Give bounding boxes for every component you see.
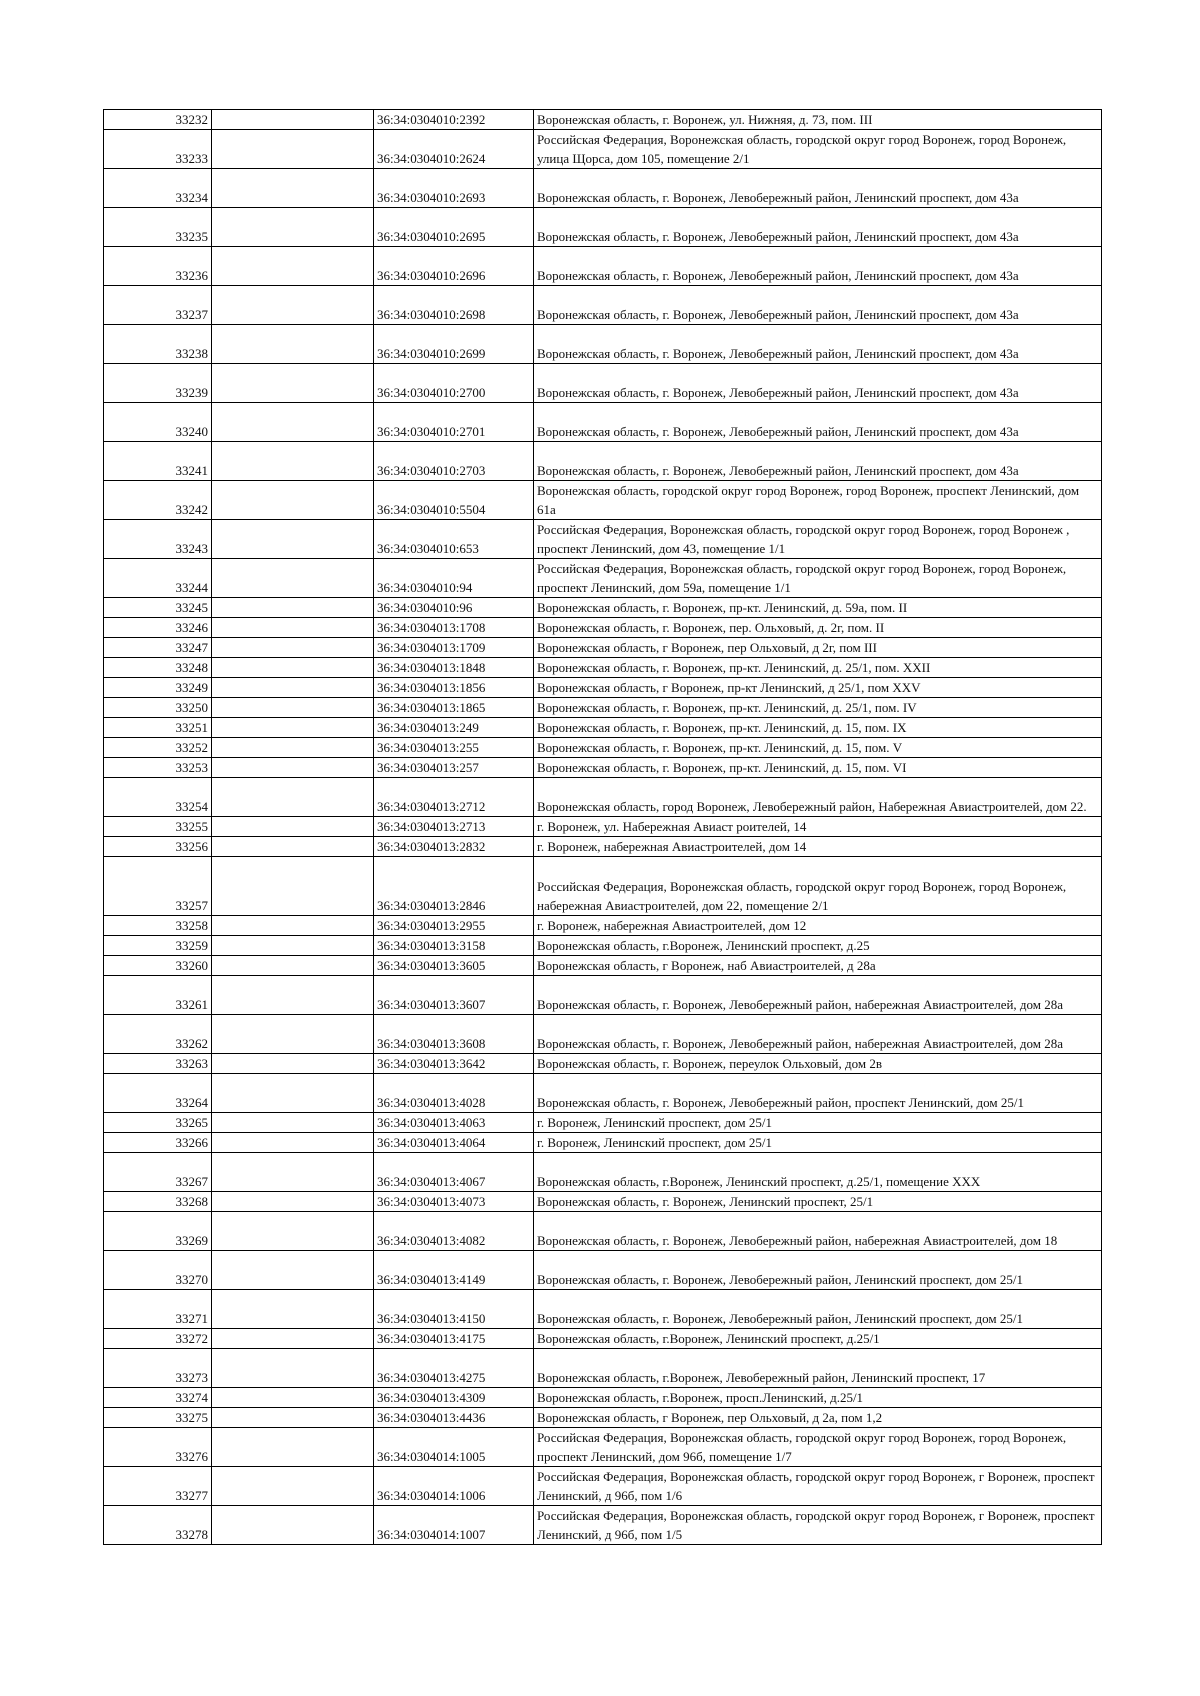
record-number-cell: 33252 [104, 738, 212, 758]
record-number-cell: 33249 [104, 678, 212, 698]
empty-cell [212, 857, 374, 916]
table-row [104, 1428, 1102, 1467]
cadastral-number-cell: 36:34:0304013:1856 [374, 678, 534, 698]
record-number-cell: 33254 [104, 778, 212, 817]
address-cell: Воронежская область, г. Воронеж, Левобережный район, набережная Авиастроителей, дом 28а [534, 1015, 1102, 1054]
empty-cell [212, 364, 374, 403]
record-number-cell: 33236 [104, 247, 212, 286]
record-number-cell: 33253 [104, 758, 212, 778]
cadastral-number-cell: 36:34:0304010:2703 [374, 442, 534, 481]
registry-table-body [104, 110, 1102, 1545]
cadastral-number-cell: 36:34:0304010:5504 [374, 481, 534, 520]
address-cell: Российская Федерация, Воронежская область, городской округ город Воронеж, город Воронеж, набережная Авиастроителей, дом 22, помещение 2/1 [534, 857, 1102, 916]
cadastral-number-cell: 36:34:0304013:4309 [374, 1388, 534, 1408]
cadastral-number-cell: 36:34:0304010:2624 [374, 130, 534, 169]
cadastral-number-cell: 36:34:0304013:2846 [374, 857, 534, 916]
table-row [104, 130, 1102, 169]
record-number-cell: 33248 [104, 658, 212, 678]
table-row [104, 618, 1102, 638]
cadastral-number-cell: 36:34:0304013:2955 [374, 916, 534, 936]
table-row [104, 678, 1102, 698]
table-row [104, 1133, 1102, 1153]
empty-cell [212, 247, 374, 286]
record-number-cell: 33251 [104, 718, 212, 738]
empty-cell [212, 442, 374, 481]
address-cell: Российская Федерация, Воронежская область, городской округ город Воронеж, город Воронеж , проспект Ленинский, дом 43, помещение 1/1 [534, 520, 1102, 559]
empty-cell [212, 325, 374, 364]
cadastral-number-cell: 36:34:0304010:2701 [374, 403, 534, 442]
address-cell: Воронежская область, г.Воронеж, Ленинский проспект, д.25 [534, 936, 1102, 956]
cadastral-number-cell: 36:34:0304010:2700 [374, 364, 534, 403]
record-number-cell: 33257 [104, 857, 212, 916]
cadastral-number-cell: 36:34:0304013:2713 [374, 817, 534, 837]
cadastral-number-cell: 36:34:0304010:2696 [374, 247, 534, 286]
record-number-cell: 33237 [104, 286, 212, 325]
address-cell: Воронежская область, г. Воронеж, пр-кт. Ленинский, д. 59а, пом. II [534, 598, 1102, 618]
address-cell: Воронежская область, г. Воронеж, Левобережный район, Ленинский проспект, дом 43а [534, 169, 1102, 208]
address-cell: Воронежская область, г. Воронеж, пр-кт. Ленинский, д. 25/1, пом. XXII [534, 658, 1102, 678]
record-number-cell: 33266 [104, 1133, 212, 1153]
property-registry-table [103, 109, 1102, 1545]
record-number-cell: 33272 [104, 1329, 212, 1349]
empty-cell [212, 698, 374, 718]
address-cell: Воронежская область, г. Воронеж, Левобережный район, Ленинский проспект, дом 25/1 [534, 1251, 1102, 1290]
record-number-cell: 33250 [104, 698, 212, 718]
record-number-cell: 33241 [104, 442, 212, 481]
table-row [104, 1074, 1102, 1113]
table-row [104, 976, 1102, 1015]
cadastral-number-cell: 36:34:0304013:4082 [374, 1212, 534, 1251]
cadastral-number-cell: 36:34:0304013:4275 [374, 1349, 534, 1388]
table-row [104, 1467, 1102, 1506]
record-number-cell: 33243 [104, 520, 212, 559]
record-number-cell: 33233 [104, 130, 212, 169]
address-cell: Воронежская область, г. Воронеж, Левобережный район, Ленинский проспект, дом 43а [534, 442, 1102, 481]
empty-cell [212, 817, 374, 837]
cadastral-number-cell: 36:34:0304013:1709 [374, 638, 534, 658]
empty-cell [212, 1467, 374, 1506]
cadastral-number-cell: 36:34:0304010:2695 [374, 208, 534, 247]
address-cell: Воронежская область, г. Воронеж, ул. Нижняя, д. 73, пом. III [534, 110, 1102, 130]
address-cell: Воронежская область, городской округ город Воронеж, город Воронеж, проспект Ленинский, дом 61а [534, 481, 1102, 520]
cadastral-number-cell: 36:34:0304013:3642 [374, 1054, 534, 1074]
empty-cell [212, 956, 374, 976]
empty-cell [212, 618, 374, 638]
record-number-cell: 33255 [104, 817, 212, 837]
empty-cell [212, 403, 374, 442]
table-row [104, 738, 1102, 758]
address-cell: Воронежская область, г.Воронеж, Ленинский проспект, д.25/1, помещение XXX [534, 1153, 1102, 1192]
empty-cell [212, 976, 374, 1015]
address-cell: Воронежская область, г. Воронеж, пр-кт. Ленинский, д. 15, пом. IX [534, 718, 1102, 738]
address-cell: Воронежская область, г. Воронеж, пер. Ольховый, д. 2г, пом. II [534, 618, 1102, 638]
cadastral-number-cell: 36:34:0304013:3608 [374, 1015, 534, 1054]
empty-cell [212, 1408, 374, 1428]
table-row [104, 1153, 1102, 1192]
cadastral-number-cell: 36:34:0304013:3605 [374, 956, 534, 976]
record-number-cell: 33260 [104, 956, 212, 976]
address-cell: Воронежская область, г. Воронеж, пр-кт. Ленинский, д. 15, пом. VI [534, 758, 1102, 778]
table-row [104, 110, 1102, 130]
table-row [104, 936, 1102, 956]
cadastral-number-cell: 36:34:0304013:1865 [374, 698, 534, 718]
table-row [104, 758, 1102, 778]
table-row [104, 1388, 1102, 1408]
record-number-cell: 33240 [104, 403, 212, 442]
empty-cell [212, 1054, 374, 1074]
record-number-cell: 33271 [104, 1290, 212, 1329]
cadastral-number-cell: 36:34:0304013:4063 [374, 1113, 534, 1133]
record-number-cell: 33234 [104, 169, 212, 208]
table-row [104, 1212, 1102, 1251]
table-row [104, 598, 1102, 618]
table-row [104, 1290, 1102, 1329]
address-cell: г. Воронеж, набережная Авиастроителей, дом 12 [534, 916, 1102, 936]
empty-cell [212, 1212, 374, 1251]
address-cell: Воронежская область, г Воронеж, пр-кт Ленинский, д 25/1, пом XXV [534, 678, 1102, 698]
cadastral-number-cell: 36:34:0304010:94 [374, 559, 534, 598]
table-row [104, 857, 1102, 916]
table-row [104, 1054, 1102, 1074]
address-cell: Воронежская область, г. Воронеж, Левобережный район, Ленинский проспект, дом 43а [534, 364, 1102, 403]
record-number-cell: 33265 [104, 1113, 212, 1133]
empty-cell [212, 598, 374, 618]
empty-cell [212, 1153, 374, 1192]
cadastral-number-cell: 36:34:0304014:1005 [374, 1428, 534, 1467]
address-cell: Воронежская область, г. Воронеж, переулок Ольховый, дом 2в [534, 1054, 1102, 1074]
table-row [104, 559, 1102, 598]
address-cell: Российская Федерация, Воронежская область, городской округ город Воронеж, город Воронеж, проспект Ленинский, дом 59а, помещение 1/1 [534, 559, 1102, 598]
address-cell: Воронежская область, г. Воронеж, пр-кт. Ленинский, д. 15, пом. V [534, 738, 1102, 758]
cadastral-number-cell: 36:34:0304013:1708 [374, 618, 534, 638]
empty-cell [212, 286, 374, 325]
record-number-cell: 33262 [104, 1015, 212, 1054]
record-number-cell: 33256 [104, 837, 212, 857]
record-number-cell: 33239 [104, 364, 212, 403]
address-cell: Российская Федерация, Воронежская область, городской округ город Воронеж, город Воронеж, проспект Ленинский, дом 96б, помещение 1/7 [534, 1428, 1102, 1467]
record-number-cell: 33267 [104, 1153, 212, 1192]
empty-cell [212, 130, 374, 169]
record-number-cell: 33263 [104, 1054, 212, 1074]
address-cell: Воронежская область, г. Воронеж, Ленинский проспект, 25/1 [534, 1192, 1102, 1212]
record-number-cell: 33275 [104, 1408, 212, 1428]
table-row [104, 778, 1102, 817]
address-cell: Воронежская область, г Воронеж, пер Ольховый, д 2г, пом III [534, 638, 1102, 658]
record-number-cell: 33268 [104, 1192, 212, 1212]
record-number-cell: 33238 [104, 325, 212, 364]
cadastral-number-cell: 36:34:0304013:257 [374, 758, 534, 778]
cadastral-number-cell: 36:34:0304013:3158 [374, 936, 534, 956]
empty-cell [212, 837, 374, 857]
empty-cell [212, 481, 374, 520]
record-number-cell: 33261 [104, 976, 212, 1015]
address-cell: Воронежская область, г. Воронеж, Левобережный район, Ленинский проспект, дом 43а [534, 208, 1102, 247]
address-cell: Воронежская область, г. Воронеж, Левобережный район, Ленинский проспект, дом 43а [534, 403, 1102, 442]
cadastral-number-cell: 36:34:0304014:1007 [374, 1506, 534, 1545]
empty-cell [212, 1113, 374, 1133]
empty-cell [212, 678, 374, 698]
record-number-cell: 33244 [104, 559, 212, 598]
cadastral-number-cell: 36:34:0304013:4067 [374, 1153, 534, 1192]
cadastral-number-cell: 36:34:0304013:1848 [374, 658, 534, 678]
empty-cell [212, 1074, 374, 1113]
table-row [104, 956, 1102, 976]
record-number-cell: 33274 [104, 1388, 212, 1408]
table-row [104, 1329, 1102, 1349]
empty-cell [212, 1428, 374, 1467]
record-number-cell: 33232 [104, 110, 212, 130]
address-cell: Воронежская область, г Воронеж, пер Ольховый, д 2а, пом 1,2 [534, 1408, 1102, 1428]
empty-cell [212, 559, 374, 598]
cadastral-number-cell: 36:34:0304013:4436 [374, 1408, 534, 1428]
address-cell: Воронежская область, г. Воронеж, Левобережный район, Ленинский проспект, дом 43а [534, 286, 1102, 325]
table-row [104, 1349, 1102, 1388]
address-cell: Воронежская область, г. Воронеж, Левобережный район, Ленинский проспект, дом 25/1 [534, 1290, 1102, 1329]
address-cell: Российская Федерация, Воронежская область, городской округ город Воронеж, г Воронеж, проспект Ленинский, д 96б, пом 1/5 [534, 1506, 1102, 1545]
record-number-cell: 33235 [104, 208, 212, 247]
address-cell: г. Воронеж, Ленинский проспект, дом 25/1 [534, 1113, 1102, 1133]
address-cell: г. Воронеж, Ленинский проспект, дом 25/1 [534, 1133, 1102, 1153]
empty-cell [212, 738, 374, 758]
cadastral-number-cell: 36:34:0304013:4175 [374, 1329, 534, 1349]
table-row [104, 1408, 1102, 1428]
empty-cell [212, 1192, 374, 1212]
address-cell: г. Воронеж, набережная Авиастроителей, дом 14 [534, 837, 1102, 857]
table-row [104, 718, 1102, 738]
record-number-cell: 33245 [104, 598, 212, 618]
empty-cell [212, 658, 374, 678]
table-row [104, 817, 1102, 837]
table-row [104, 403, 1102, 442]
address-cell: Воронежская область, г.Воронеж, Ленинский проспект, д.25/1 [534, 1329, 1102, 1349]
empty-cell [212, 1133, 374, 1153]
empty-cell [212, 916, 374, 936]
address-cell: Воронежская область, г.Воронеж, просп.Ленинский, д.25/1 [534, 1388, 1102, 1408]
empty-cell [212, 778, 374, 817]
empty-cell [212, 638, 374, 658]
empty-cell [212, 110, 374, 130]
table-row [104, 208, 1102, 247]
empty-cell [212, 1506, 374, 1545]
table-row [104, 638, 1102, 658]
cadastral-number-cell: 36:34:0304010:2699 [374, 325, 534, 364]
cadastral-number-cell: 36:34:0304010:2392 [374, 110, 534, 130]
table-row [104, 520, 1102, 559]
empty-cell [212, 169, 374, 208]
empty-cell [212, 758, 374, 778]
empty-cell [212, 1290, 374, 1329]
record-number-cell: 33273 [104, 1349, 212, 1388]
cadastral-number-cell: 36:34:0304010:2698 [374, 286, 534, 325]
empty-cell [212, 718, 374, 738]
cadastral-number-cell: 36:34:0304014:1006 [374, 1467, 534, 1506]
record-number-cell: 33269 [104, 1212, 212, 1251]
empty-cell [212, 936, 374, 956]
address-cell: Воронежская область, г. Воронеж, Левобережный район, Ленинский проспект, дом 43а [534, 325, 1102, 364]
record-number-cell: 33264 [104, 1074, 212, 1113]
table-row [104, 1192, 1102, 1212]
cadastral-number-cell: 36:34:0304013:2832 [374, 837, 534, 857]
address-cell: Воронежская область, г. Воронеж, Левобережный район, набережная Авиастроителей, дом 28а [534, 976, 1102, 1015]
address-cell: Воронежская область, г. Воронеж, Левобережный район, Ленинский проспект, дом 43а [534, 247, 1102, 286]
cadastral-number-cell: 36:34:0304013:4150 [374, 1290, 534, 1329]
address-cell: Российская Федерация, Воронежская область, городской округ город Воронеж, город Воронеж, улица Щорса, дом 105, помещение 2/1 [534, 130, 1102, 169]
cadastral-number-cell: 36:34:0304010:653 [374, 520, 534, 559]
address-cell: Воронежская область, г. Воронеж, Левобережный район, набережная Авиастроителей, дом 18 [534, 1212, 1102, 1251]
record-number-cell: 33259 [104, 936, 212, 956]
cadastral-number-cell: 36:34:0304010:2693 [374, 169, 534, 208]
record-number-cell: 33242 [104, 481, 212, 520]
cadastral-number-cell: 36:34:0304013:4064 [374, 1133, 534, 1153]
record-number-cell: 33270 [104, 1251, 212, 1290]
table-row [104, 442, 1102, 481]
record-number-cell: 33258 [104, 916, 212, 936]
address-cell: Воронежская область, г. Воронеж, пр-кт. Ленинский, д. 25/1, пом. IV [534, 698, 1102, 718]
address-cell: Воронежская область, г.Воронеж, Левобережный район, Ленинский проспект, 17 [534, 1349, 1102, 1388]
record-number-cell: 33277 [104, 1467, 212, 1506]
empty-cell [212, 1349, 374, 1388]
empty-cell [212, 1015, 374, 1054]
empty-cell [212, 1388, 374, 1408]
table-row [104, 1251, 1102, 1290]
cadastral-number-cell: 36:34:0304013:255 [374, 738, 534, 758]
address-cell: Российская Федерация, Воронежская область, городской округ город Воронеж, г Воронеж, проспект Ленинский, д 96б, пом 1/6 [534, 1467, 1102, 1506]
empty-cell [212, 520, 374, 559]
empty-cell [212, 1251, 374, 1290]
table-row [104, 364, 1102, 403]
table-row [104, 286, 1102, 325]
table-row [104, 658, 1102, 678]
address-cell: Воронежская область, город Воронеж, Левобережный район, Набережная Авиастроителей, дом 22. [534, 778, 1102, 817]
cadastral-number-cell: 36:34:0304013:2712 [374, 778, 534, 817]
record-number-cell: 33278 [104, 1506, 212, 1545]
table-row [104, 247, 1102, 286]
cadastral-number-cell: 36:34:0304013:4028 [374, 1074, 534, 1113]
table-row [104, 481, 1102, 520]
cadastral-number-cell: 36:34:0304013:4073 [374, 1192, 534, 1212]
address-cell: Воронежская область, г. Воронеж, Левобережный район, проспект Ленинский, дом 25/1 [534, 1074, 1102, 1113]
address-cell: г. Воронеж, ул. Набережная Авиаст роителей, 14 [534, 817, 1102, 837]
empty-cell [212, 208, 374, 247]
cadastral-number-cell: 36:34:0304013:249 [374, 718, 534, 738]
cadastral-number-cell: 36:34:0304010:96 [374, 598, 534, 618]
address-cell: Воронежская область, г Воронеж, наб Авиастроителей, д 28а [534, 956, 1102, 976]
empty-cell [212, 1329, 374, 1349]
cadastral-number-cell: 36:34:0304013:3607 [374, 976, 534, 1015]
record-number-cell: 33247 [104, 638, 212, 658]
table-row [104, 325, 1102, 364]
cadastral-number-cell: 36:34:0304013:4149 [374, 1251, 534, 1290]
record-number-cell: 33246 [104, 618, 212, 638]
table-row [104, 1506, 1102, 1545]
record-number-cell: 33276 [104, 1428, 212, 1467]
table-row [104, 837, 1102, 857]
table-row [104, 916, 1102, 936]
table-row [104, 1113, 1102, 1133]
table-row [104, 1015, 1102, 1054]
table-row [104, 169, 1102, 208]
table-row [104, 698, 1102, 718]
